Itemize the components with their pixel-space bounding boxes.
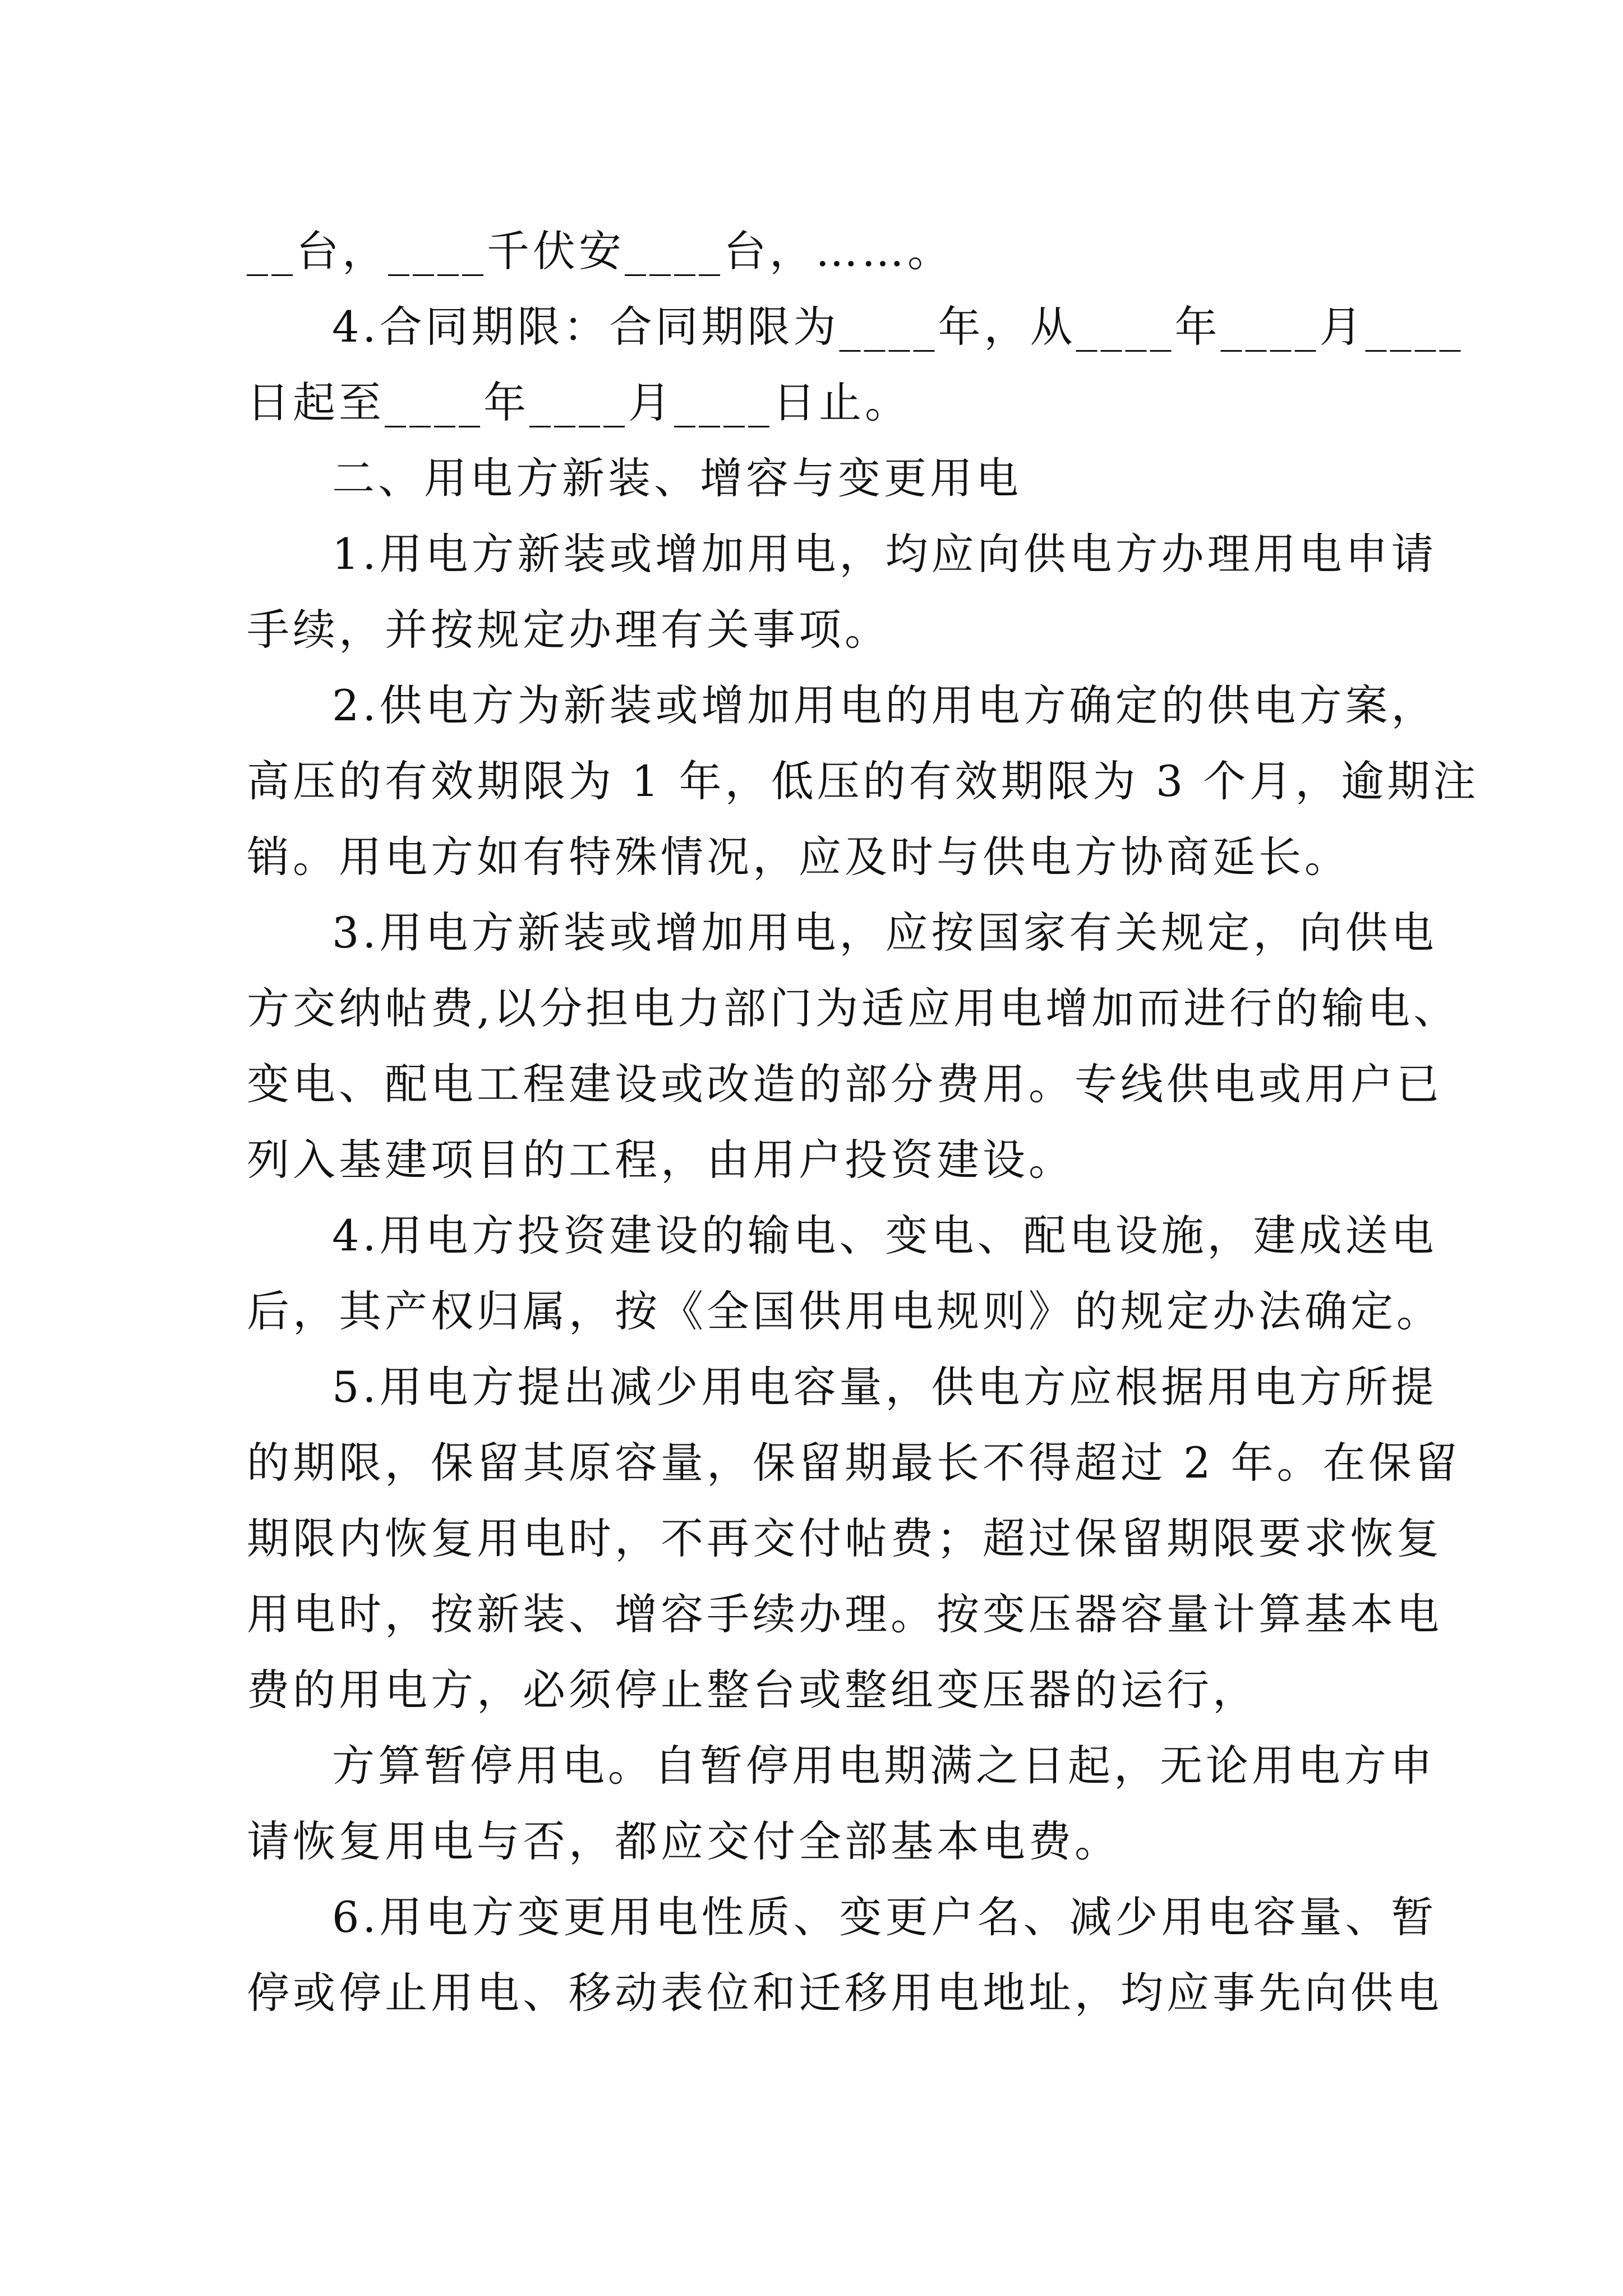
text-line: 日起至____年____月____日止。	[247, 378, 911, 427]
text-line: 1.用电方新装或增加用电，均应向供电方办理用电申请	[332, 529, 1437, 579]
text-line: 2.供电方为新装或增加用电的用电方确定的供电方案，	[332, 680, 1437, 730]
text-line: 后，其产权归属，按《全国供用电规则》的规定办法确定。	[247, 1286, 1442, 1336]
text-line: 费的用电方，必须停止整台或整组变压器的运行，	[247, 1665, 1258, 1715]
text-line: 方算暂停用电。自暂停用电期满之日起，无论用电方申	[332, 1741, 1436, 1791]
text-line: 高压的有效期限为 1 年，低压的有效期限为 3 个月，逾期注	[247, 756, 1479, 806]
text-line: 6.用电方变更用电性质、变更户名、减少用电容量、暂	[332, 1892, 1437, 1942]
text-line: 方交纳帖费,以分担电力部门为适应用电增加而进行的输电、	[247, 983, 1460, 1033]
text-line: 期限内恢复用电时，不再交付帖费；超过保留期限要求恢复	[247, 1513, 1442, 1563]
text-line: 4.合同期限：合同期限为____年，从____年____月____	[332, 302, 1464, 352]
text-line: 停或停止用电、移动表位和迁移用电地址，均应事先向供电	[247, 1968, 1442, 2018]
text-line: 5.用电方提出减少用电容量，供电方应根据用电方所提	[332, 1362, 1437, 1412]
text-line: 列入基建项目的工程，由用户投资建设。	[247, 1135, 1075, 1185]
text-line: 手续，并按规定办理有关事项。	[247, 605, 891, 655]
text-line: 用电时，按新装、增容手续办理。按变压器容量计算基本电	[247, 1589, 1442, 1639]
text-line: __台，____千伏安____台，……。	[247, 226, 953, 276]
text-line: 4.用电方投资建设的输电、变电、配电设施，建成送电	[332, 1211, 1437, 1260]
text-line: 变电、配电工程建设或改造的部分费用。专线供电或用户已	[247, 1059, 1442, 1109]
text-line: 请恢复用电与否，都应交付全部基本电费。	[247, 1816, 1121, 1866]
text-line: 的期限，保留其原容量，保留期最长不得超过 2 年。在保留	[247, 1438, 1461, 1488]
text-line: 销。用电方如有特殊情况，应及时与供电方协商延长。	[247, 832, 1350, 882]
section-heading: 二、用电方新装、增容与变更用电	[332, 453, 1022, 503]
text-line: 3.用电方新装或增加用电，应按国家有关规定，向供电	[332, 908, 1437, 958]
document-body	[247, 213, 1479, 2031]
